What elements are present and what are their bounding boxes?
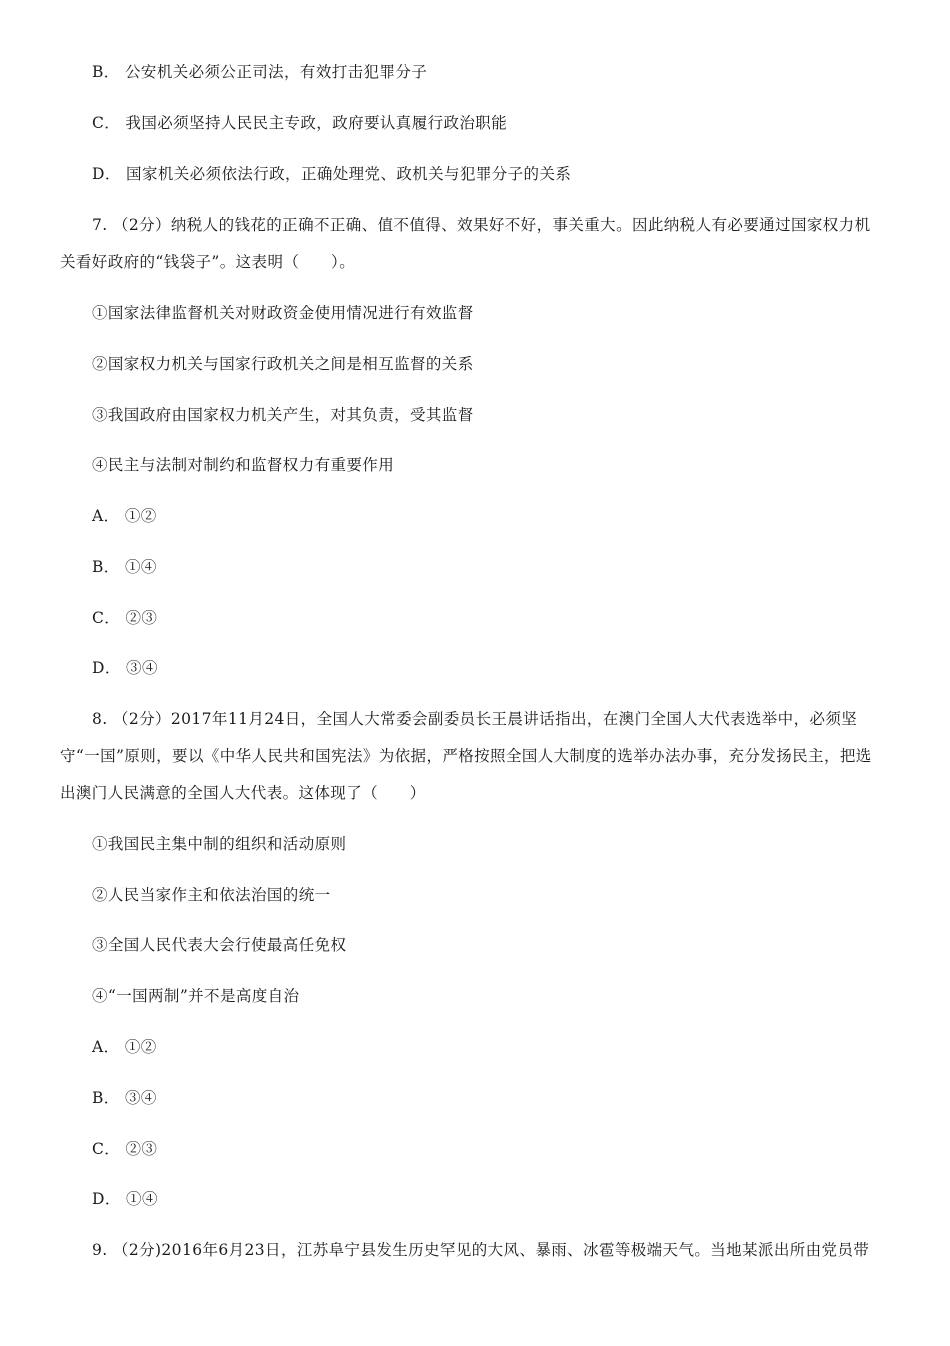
question-7-item-4: ④民主与法制对制约和监督权力有重要作用 [92, 456, 395, 474]
question-7-item-1: ①国家法律监督机关对财政资金使用情况进行有效监督 [92, 304, 474, 322]
question-8-option-b: B． ③④ [92, 1089, 157, 1107]
question-7-option-a: A． ①② [92, 507, 157, 525]
question-8-option-c: C． ②③ [92, 1140, 158, 1158]
question-7-option-b: B． ①④ [92, 558, 157, 576]
question-7-option-d: D． ③④ [92, 659, 158, 677]
question-7-option-c: C． ②③ [92, 609, 158, 627]
question-8-stem-line1: 8. （2分）2017年11月24日，全国人大常委会副委员长王晨讲话指出，在澳门全国人大代表选举中，必须坚 [92, 710, 858, 728]
question-7-stem-line1: 7. （2分）纳税人的钱花的正确不正确、值不值得、效果好不好，事关重大。因此纳税人有必要通过国家权力机 [92, 216, 871, 234]
prev-option-c: C． 我国必须坚持人民民主专政，政府要认真履行政治职能 [92, 114, 508, 132]
question-7-item-3: ③我国政府由国家权力机关产生，对其负责，受其监督 [92, 406, 474, 424]
question-8-option-d: D． ①④ [92, 1190, 158, 1208]
question-8-option-a: A． ①② [92, 1038, 157, 1056]
question-9-stem-line1: 9. （2分)2016年6月23日，江苏阜宁县发生历史罕见的大风、暴雨、冰雹等极端天气。当地某派出所由党员带 [92, 1241, 870, 1259]
question-8-stem-line2: 守“一国”原则，要以《中华人民共和国宪法》为依据，严格按照全国人大制度的选举办法办事，充分发扬民主，把选 [60, 747, 872, 765]
question-8-item-4: ④“一国两制”并不是高度自治 [92, 987, 300, 1005]
question-8-stem-line3: 出澳门人民满意的全国人大代表。这体现了（ ） [60, 784, 426, 802]
prev-option-b: B． 公安机关必须公正司法，有效打击犯罪分子 [92, 63, 428, 81]
prev-option-d: D． 国家机关必须依法行政，正确处理党、政机关与犯罪分子的关系 [92, 165, 572, 183]
question-8-item-3: ③全国人民代表大会行使最高任免权 [92, 936, 347, 954]
question-8-item-1: ①我国民主集中制的组织和活动原则 [92, 835, 347, 853]
question-7-item-2: ②国家权力机关与国家行政机关之间是相互监督的关系 [92, 355, 474, 373]
question-8-item-2: ②人民当家作主和依法治国的统一 [92, 886, 331, 904]
question-7-stem-line2: 关看好政府的“钱袋子”。这表明（ ）。 [60, 253, 356, 271]
